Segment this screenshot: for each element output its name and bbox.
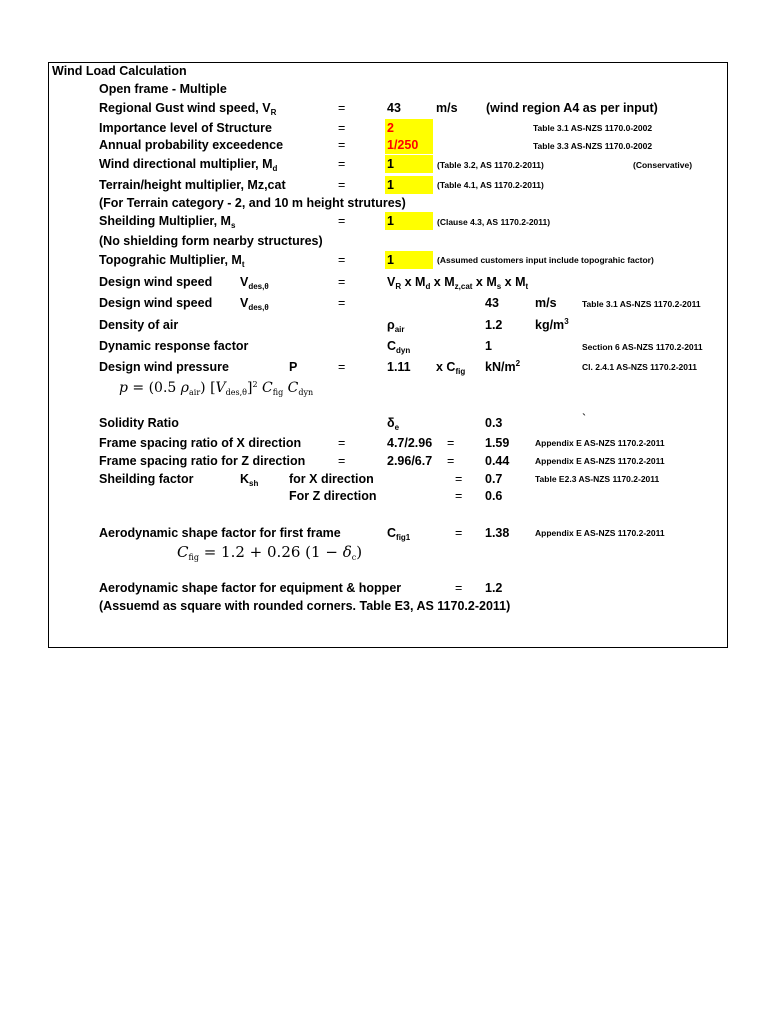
mzcat-ref: (Table 4.1, AS 1170.2-2011)	[437, 180, 544, 190]
ms-ref: (Clause 4.3, AS 1170.2-2011)	[437, 217, 551, 227]
ms-equals: =	[338, 214, 346, 228]
pressure-symbol: P	[289, 360, 298, 374]
annual-equals: =	[338, 138, 346, 152]
cfig-formula: $C_{fig} = 1.2 + 0.26$ $(1 - \delta_c)$	[177, 543, 363, 562]
md-label: Wind directional multiplier, $M_d$	[99, 157, 278, 173]
vdes2-unit: m/s	[535, 296, 557, 310]
spacing-z-equals: =	[338, 454, 346, 468]
vr-equals: =	[338, 101, 346, 115]
pressure-ref: Cl. 2.4.1 AS-NZS 1170.2-2011	[582, 362, 697, 372]
spacing-x-equals: =	[338, 436, 346, 450]
mzcat-value: 1	[387, 178, 394, 192]
density-label: Density of air	[99, 318, 179, 332]
md-note: (Conservative)	[633, 160, 693, 170]
shielding-x-equals: =	[455, 472, 463, 486]
mzcat-equals: =	[338, 178, 346, 192]
vdes2-ref: Table 3.1 AS-NZS 1170.2-2011	[582, 299, 701, 309]
ms-label: Sheilding Multiplier, $M_s$	[99, 214, 236, 230]
pressure-formula: p = (0.5 $\rho_{air}$) $[V_{des,\theta}]^2$ $C_{fig}$ $C_{dyn}$	[119, 380, 314, 397]
shielding-dir-z: For Z direction	[289, 489, 377, 503]
pressure-unit: $kN/m^2$	[485, 359, 521, 374]
md-equals: =	[338, 157, 346, 171]
vdes2-equals: =	[338, 296, 346, 310]
shielding-symbol: $K_{sh}$	[240, 472, 259, 488]
mt-value: 1	[387, 253, 394, 267]
mt-ref: (Assumed customers input include topograhic factor)	[437, 255, 654, 265]
solidity-mark: `	[582, 412, 587, 426]
importance-equals: =	[338, 121, 346, 135]
density-symbol: $\rho_{air}$	[387, 318, 405, 334]
spacing-x-label: Frame spacing ratio of X direction	[99, 436, 302, 450]
solidity-symbol: $\delta_e$	[387, 416, 400, 432]
cfig1-value: 1.38	[485, 526, 510, 540]
vr-value: 43	[387, 101, 401, 115]
terrain-note: (For Terrain category - 2, and 10 m height strutures)	[99, 196, 406, 210]
spacing-x-equals-2: =	[447, 436, 455, 450]
spacing-z-expr: 2.96/6.7	[387, 454, 433, 468]
spacing-x-ref: Appendix E AS-NZS 1170.2-2011	[535, 438, 665, 448]
importance-ref: Table 3.1 AS-NZS 1170.0-2002	[533, 123, 653, 133]
dynamic-value: 1	[485, 339, 492, 353]
shielding-x-value: 0.7	[485, 472, 503, 486]
cfig1-label: Aerodynamic shape factor for first frame	[99, 526, 341, 540]
vdes1-symbol: $V_{des,\theta}$	[240, 275, 269, 291]
solidity-label: Solidity Ratio	[99, 416, 179, 430]
equip-note: (Assuemd as square with rounded corners. Table E3, AS 1170.2-2011)	[99, 599, 511, 613]
pressure-label: Design wind pressure	[99, 360, 229, 374]
spacing-x-value: 1.59	[485, 436, 510, 450]
annual-value: 1/250	[387, 138, 419, 152]
sheet-title: Wind Load Calculation	[52, 64, 187, 78]
equip-label: Aerodynamic shape factor for equipment & hopper	[99, 581, 402, 595]
shielding-z-equals: =	[455, 489, 463, 503]
annual-label: Annual probability exceedence	[99, 138, 284, 152]
vr-note: (wind region A4 as per input)	[486, 101, 658, 115]
mzcat-label: Terrain/height multiplier, Mz,cat	[99, 178, 286, 192]
vdes1-label: Design wind speed	[99, 275, 213, 289]
md-value: 1	[387, 157, 394, 171]
cfig1-ref: Appendix E AS-NZS 1170.2-2011	[535, 528, 665, 538]
calculation-sheet	[48, 62, 728, 648]
md-ref: (Table 3.2, AS 1170.2-2011)	[437, 160, 544, 170]
importance-value: 2	[387, 121, 394, 135]
ms-value: 1	[387, 214, 394, 228]
shielding-ref: Table E2.3 AS-NZS 1170.2-2011	[535, 474, 660, 484]
equip-equals: =	[455, 581, 463, 595]
vr-label: Regional Gust wind speed, $V_R$	[99, 101, 277, 117]
equip-value: 1.2	[485, 581, 503, 595]
sheet-subtitle: Open frame - Multiple	[99, 82, 227, 96]
spacing-z-ref: Appendix E AS-NZS 1170.2-2011	[535, 456, 665, 466]
dynamic-ref: Section 6 AS-NZS 1170.2-2011	[582, 342, 703, 352]
vdes2-symbol: $V_{des,\theta}$	[240, 296, 269, 312]
shielding-z-value: 0.6	[485, 489, 503, 503]
vdes2-value: 43	[485, 296, 499, 310]
spacing-x-expr: 4.7/2.96	[387, 436, 433, 450]
vdes2-label: Design wind speed	[99, 296, 213, 310]
shielding-dir-x: for X direction	[289, 472, 374, 486]
cfig1-symbol: $C_{fig1}$	[387, 526, 411, 542]
vdes1-equals: =	[338, 275, 346, 289]
spacing-z-value: 0.44	[485, 454, 510, 468]
cfig1-equals: =	[455, 526, 463, 540]
mt-label: Topograhic Multiplier, $M_t$	[99, 253, 245, 269]
shield-note: (No shielding form nearby structures)	[99, 234, 323, 248]
spacing-z-label: Frame spacing ratio for Z direction	[99, 454, 306, 468]
importance-label: Importance level of Structure	[99, 121, 272, 135]
dynamic-label: Dynamic response factor	[99, 339, 249, 353]
spacing-z-equals-2: =	[447, 454, 455, 468]
density-value: 1.2	[485, 318, 503, 332]
pressure-multiplier: x $C_{fig}$	[436, 360, 466, 376]
vdes1-expression: $V_R$ x $M_d$ x $M_{z,cat}$ x $M_s$ x $M_t$	[387, 275, 529, 291]
vr-unit: m/s	[436, 101, 458, 115]
pressure-value: 1.11	[387, 360, 411, 374]
shielding-label: Sheilding factor	[99, 472, 194, 486]
mt-equals: =	[338, 253, 346, 267]
density-unit: $kg/m^3$	[535, 317, 569, 332]
dynamic-symbol: $C_{dyn}$	[387, 339, 411, 355]
pressure-equals: =	[338, 360, 346, 374]
solidity-value: 0.3	[485, 416, 503, 430]
annual-ref: Table 3.3 AS-NZS 1170.0-2002	[533, 141, 653, 151]
